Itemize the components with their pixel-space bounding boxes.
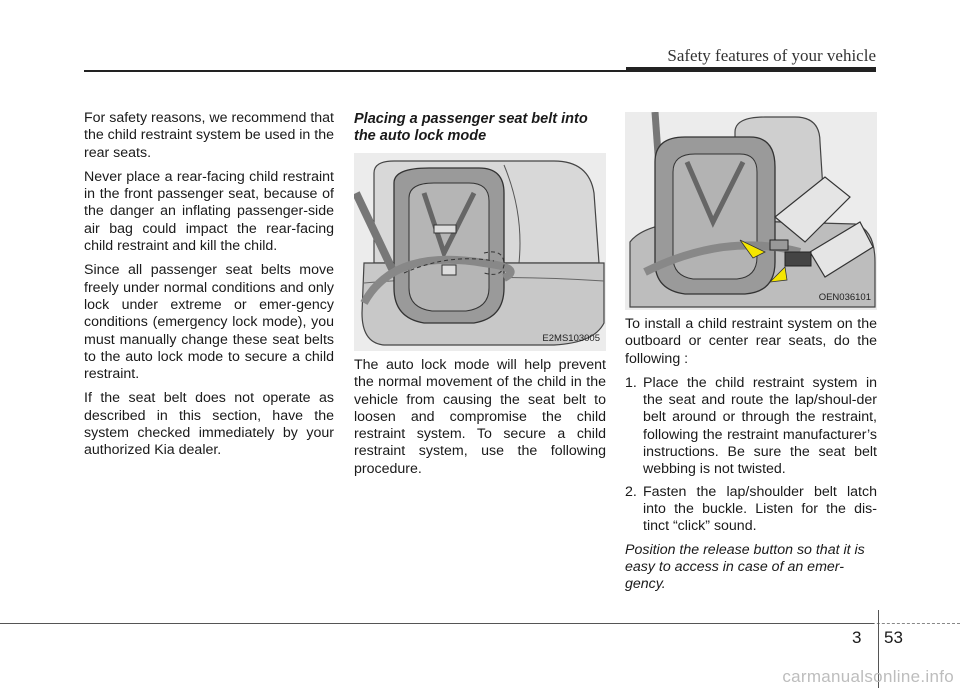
paragraph: The auto lock mode will help prevent the normal movement of the child in the vehicle from causing the seat belt to loosen and compromise the child restraint system. To secure a child restraint system, use the following procedure. [354, 357, 606, 477]
figure-code: E2MS103005 [542, 332, 600, 344]
paragraph: Never place a rear-facing child restraint in the front passenger seat, because of the danger an inflating passenger-side air bag could impact the rear-facing child restraint and kill the child. [84, 168, 334, 255]
footer-rule [0, 623, 874, 624]
subheading: Placing a passenger seat belt into the auto lock mode [354, 111, 588, 144]
step-text: Fasten the lap/shoulder belt latch into the buckle. Listen for the dis-tinct “click” sound. [643, 483, 877, 535]
list-item [625, 375, 877, 479]
page-number: 53 [884, 628, 903, 647]
column-1 [84, 110, 334, 467]
steps-list [625, 375, 877, 536]
italic-note: Position the release button so that it is easy to access in case of an emer-gency. [625, 541, 865, 593]
paragraph: To install a child restraint system on the outboard or center rear seats, do the following : [625, 316, 877, 367]
list-item [625, 484, 877, 536]
buckle-illustration [625, 112, 877, 310]
paragraph: Since all passenger seat belts move freely under normal conditions and only lock under extreme or emer-gency conditions (emergency lock mode), you must manually change these seat belts to the auto lock mode to secure a child restraint. [84, 262, 334, 383]
chapter-number: 3 [852, 628, 862, 647]
figure-code: OEN036101 [818, 291, 871, 303]
step-text: Place the child restraint system in the seat and route the lap/shoul-der belt around or through the restraint, following the restraint manufacturer’s instructions. Be sure the seat belt webbing is not twisted. [643, 374, 877, 478]
rear-seat-illustration [354, 153, 606, 351]
header-rule-thick [626, 67, 876, 72]
buckle-figure [625, 112, 877, 310]
column-3 [625, 111, 877, 600]
paragraph: If the seat belt does not operate as described in this section, have the system checked immediately by your authorized Kia dealer. [84, 390, 334, 459]
step-number: 2. [625, 483, 637, 500]
paragraph: For safety reasons, we recommend that the child restraint system be used in the rear seats. [84, 110, 334, 161]
watermark: carmanualsonline.info [782, 667, 954, 686]
rear-seat-figure [354, 153, 606, 351]
section-title: Safety features of your vehicle [667, 46, 876, 65]
column-2 [354, 111, 606, 485]
step-number: 1. [625, 374, 637, 391]
